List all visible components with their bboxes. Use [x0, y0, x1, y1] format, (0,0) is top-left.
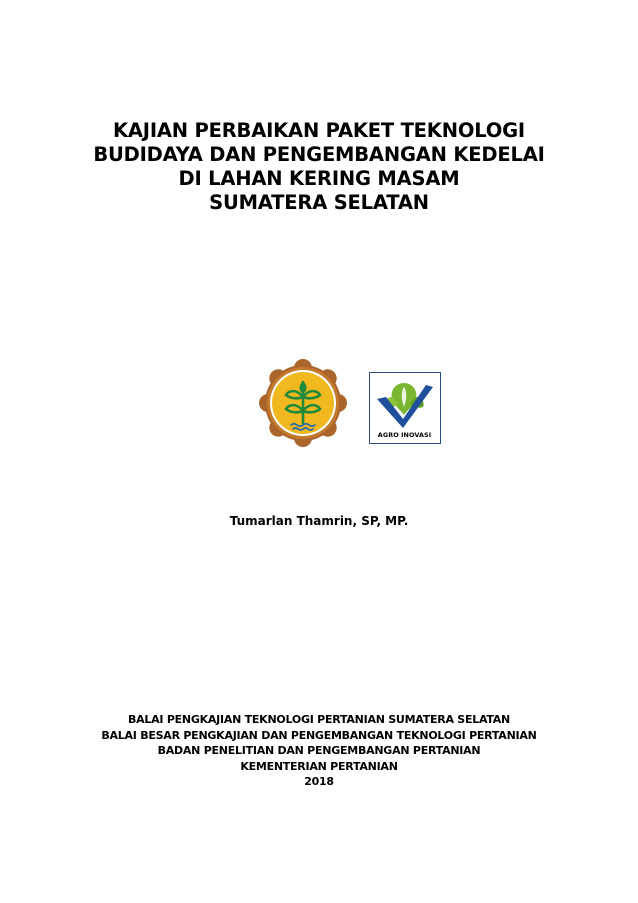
institution-line-2: BALAI BESAR PENGKAJIAN DAN PENGEMBANGAN TEKNOLOGI PERTANIAN: [101, 728, 537, 742]
institution-block: [0, 712, 638, 790]
kementerian-pertanian-emblem-icon: [259, 359, 347, 447]
publication-year: 2018: [304, 775, 334, 788]
logo-group: [0, 355, 638, 455]
title-line-2: BUDIDAYA DAN PENGEMBANGAN KEDELAI: [93, 143, 545, 166]
title-line-3: DI LAHAN KERING MASAM: [178, 167, 460, 190]
institution-line-1: BALAI PENGKAJIAN TEKNOLOGI PERTANIAN SUMATERA SELATAN: [127, 713, 511, 726]
institution-line-4: KEMENTERIAN PERTANIAN: [240, 759, 398, 773]
document-title: [0, 119, 638, 215]
author-name: Tumarlan Thamrin, SP, MP.: [229, 514, 409, 528]
title-line-1: KAJIAN PERBAIKAN PAKET TEKNOLOGI: [113, 119, 525, 142]
agro-inovasi-label: AGRO INOVASI: [377, 431, 432, 439]
agro-inovasi-logo: [369, 372, 441, 444]
title-line-4: SUMATERA SELATAN: [209, 191, 429, 214]
institution-line-3: BADAN PENELITIAN DAN PENGEMBANGAN PERTANIAN: [157, 744, 481, 757]
